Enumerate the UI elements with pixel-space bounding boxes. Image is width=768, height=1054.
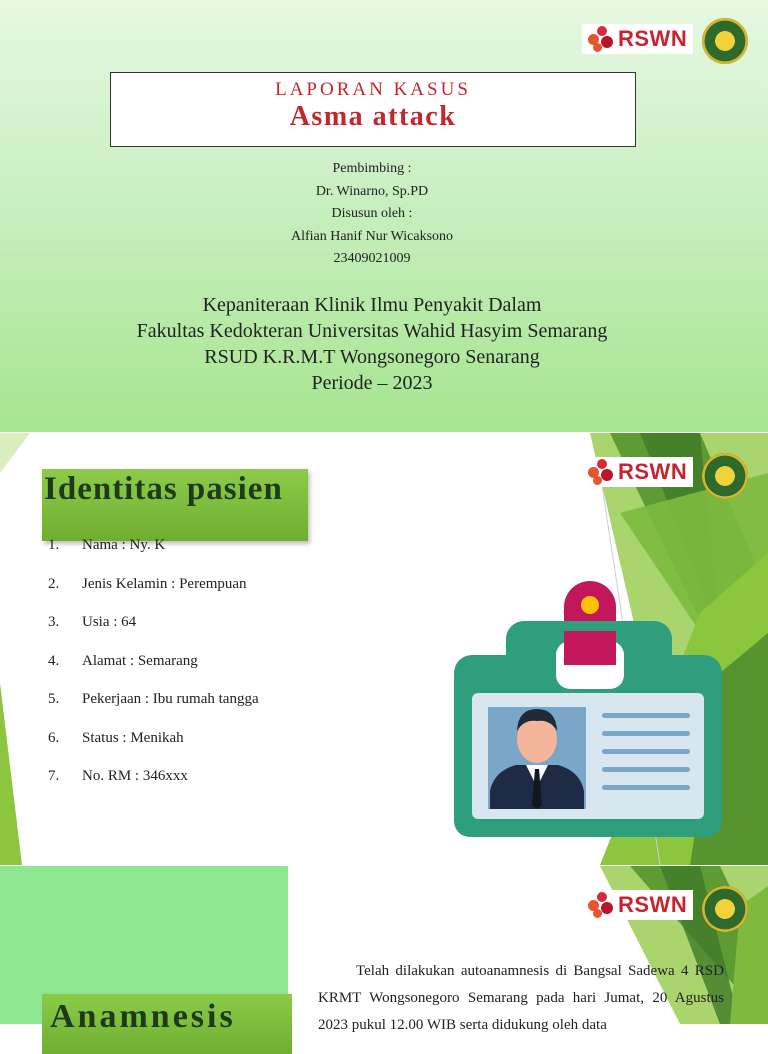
anamnesis-heading: Anamnesis [50, 998, 236, 1035]
list-item: 4. Alamat : Semarang [48, 652, 198, 669]
period-line: Periode – 2023 [311, 372, 433, 394]
list-item: 1. Nama : Ny. K [48, 537, 166, 553]
credits [0, 158, 744, 271]
rswn-logo-mark-icon [588, 459, 614, 485]
title-box [110, 72, 636, 147]
supervisor-name: Dr. Winarno, Sp.PD [315, 183, 429, 199]
anamnesis-heading-box [42, 994, 292, 1054]
university-seal-icon [702, 886, 748, 932]
list-item: 6. Status : Menikah [48, 729, 184, 746]
rswn-logo [582, 24, 693, 54]
rswn-logo [582, 890, 693, 920]
rswn-logo-mark-icon [588, 892, 614, 918]
rswn-logo-text: RSWN [618, 892, 688, 917]
author-name: Alfian Hanif Nur Wicaksono [290, 228, 454, 244]
dept-line: Kepaniteraan Klinik Ilmu Penyakit Dalam [202, 294, 542, 316]
id-card-icon [454, 581, 722, 837]
rswn-logo-text: RSWN [618, 459, 688, 484]
slide-title [0, 0, 768, 432]
list-item: 7. No. RM : 346xxx [48, 768, 188, 784]
university-seal-icon [702, 18, 748, 64]
slide-anamnesis [0, 866, 768, 1035]
list-item: 3. Usia : 64 [48, 614, 137, 630]
author-id: 23409021009 [333, 251, 411, 266]
identity-heading: Identitas pasien [44, 471, 283, 507]
case-title: Asma attack [289, 101, 457, 132]
author-label: Disusun oleh : [331, 206, 413, 221]
hospital-line: RSUD K.R.M.T Wongsonegoro Senarang [204, 346, 540, 368]
identity-heading-box [42, 469, 308, 541]
slide-patient-identity [0, 433, 768, 865]
report-type: LAPORAN KASUS [275, 79, 471, 100]
faculty-line: Fakultas Kedokteran Universitas Wahid Hasyim Semarang [136, 320, 608, 342]
rswn-logo [582, 457, 693, 487]
rswn-logo-mark-icon [588, 26, 614, 52]
rswn-logo-text: RSWN [618, 26, 688, 51]
patient-identity-list [48, 537, 259, 807]
university-seal-icon [702, 453, 748, 499]
list-item: 5. Pekerjaan : Ibu rumah tangga [48, 691, 259, 707]
supervisor-label: Pembimbing : [332, 161, 412, 176]
anamnesis-paragraph: Telah dilakukan autoanamnesis di Bangsal Sadewa 4 RSD KRMT Wongsonegoro Semarang pada hari Jumat, 20 Agustus 2023 pukul 12.00 WIB serta didukung oleh data [318, 963, 724, 1033]
list-item: 2. Jenis Kelamin : Perempuan [48, 575, 247, 592]
department-info [0, 292, 744, 396]
